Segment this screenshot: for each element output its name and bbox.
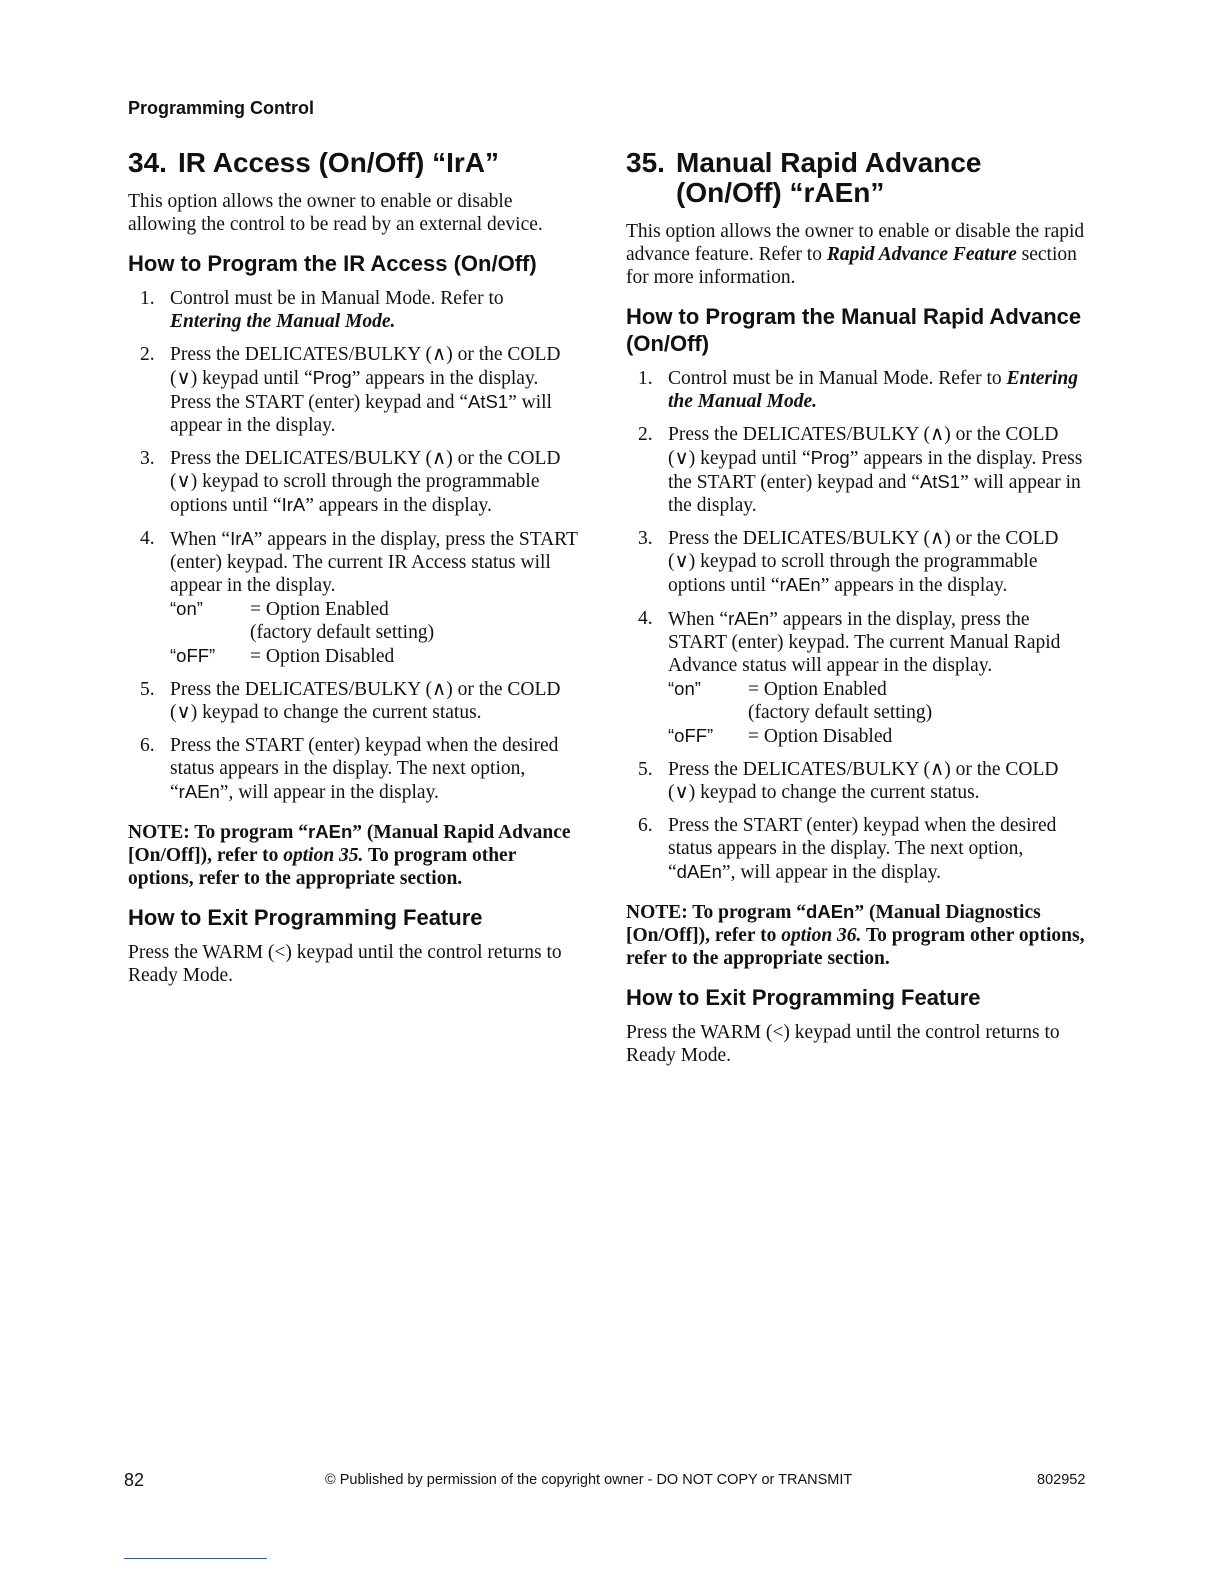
option-off: “oFF” = Option Disabled <box>668 725 893 747</box>
program-heading: How to Program the Manual Rapid Advance (On/Off) <box>626 304 1082 356</box>
step-6: 6. Press the START (enter) keypad when the desired status appears in the display. The next option, “rAEn”, will appear in the display. <box>140 735 559 803</box>
section-number: 34. <box>128 147 167 178</box>
section-34 <box>128 148 578 987</box>
step-6: 6. Press the START (enter) keypad when the desired status appears in the display. The next option, “dAEn”, will appear in the display. <box>638 815 1057 883</box>
exit-text: Press the WARM (<) keypad until the control returns to Ready Mode. <box>128 942 562 986</box>
manual-mode-reference: Entering the Manual Mode. <box>170 311 396 332</box>
steps-list <box>626 367 1086 884</box>
section-title-text: Manual Rapid Advance (On/Off) “rAEn” <box>676 147 982 208</box>
section-intro: This option allows the owner to enable or disable allowing the control to be read by an external device. <box>128 191 543 235</box>
step-1: 1. Control must be in Manual Mode. Refer to Entering the Manual Mode. <box>638 368 1079 412</box>
step-2: 2. Press the DELICATES/BULKY (∧) or the COLD (∨) keypad until “Prog” appears in the display. Press the START (enter) keypad and “AtS1” will appear in the display. <box>638 424 1083 516</box>
copyright-notice: © Published by permission of the copyright owner - DO NOT COPY or TRANSMIT <box>325 1472 853 1488</box>
section-title-text: IR Access (On/Off) “IrA” <box>178 147 500 178</box>
steps-list <box>128 287 578 804</box>
section-intro: This option allows the owner to enable or disable the rapid advance feature. Refer to Rapid Advance Feature section for more information. <box>626 221 1085 288</box>
option-on: “on” = Option Enabled (factory default setting) <box>668 678 933 723</box>
step-4: 4. When “rAEn” appears in the display, press the START (enter) keypad. The current Manual Rapid Advance status will appear in the display. “on” = Option Enabled (factory default setting) “oFF” = Option Disabled <box>626 607 1086 748</box>
exit-heading: How to Exit Programming Feature <box>128 905 483 930</box>
section-number: 35. <box>626 147 665 178</box>
option-on: “on” = Option Enabled (factory default setting) <box>170 598 435 643</box>
section-35 <box>626 148 1086 1067</box>
rapid-advance-reference: Rapid Advance Feature <box>826 244 1017 265</box>
note: NOTE: To program “rAEn” (Manual Rapid Advance [On/Off]), refer to option 35. To program other options, refer to the appropriate section. <box>128 821 571 889</box>
step-2: 2. Press the DELICATES/BULKY (∧) or the COLD (∨) keypad until “Prog” appears in the display. Press the START (enter) keypad and “AtS1” will appear in the display. <box>140 344 561 436</box>
footer-rule <box>124 1558 267 1559</box>
document-number: 802952 <box>1037 1472 1086 1488</box>
step-5: 5. Press the DELICATES/BULKY (∧) or the COLD (∨) keypad to change the current status. <box>638 759 1059 803</box>
page-header: Programming Control <box>128 98 315 118</box>
section-34-title <box>128 148 578 178</box>
step-3: 3. Press the DELICATES/BULKY (∧) or the COLD (∨) keypad to scroll through the programmable options until “rAEn” appears in the display. <box>638 528 1059 596</box>
program-heading: How to Program the IR Access (On/Off) <box>128 251 537 276</box>
exit-heading: How to Exit Programming Feature <box>626 985 981 1010</box>
step-3: 3. Press the DELICATES/BULKY (∧) or the COLD (∨) keypad to scroll through the programmable options until “IrA” appears in the display. <box>140 448 561 516</box>
section-35-title <box>626 148 1086 208</box>
step-1: 1. Control must be in Manual Mode. Refer to Entering the Manual Mode. <box>140 288 504 332</box>
step-4: 4. When “IrA” appears in the display, press the START (enter) keypad. The current IR Access status will appear in the display. “on” = Option Enabled (factory default setting) “oFF” = Option Disabled <box>140 528 578 667</box>
note: NOTE: To program “dAEn” (Manual Diagnostics [On/Off]), refer to option 36. To program other options, refer to the appropriate section. <box>626 901 1085 969</box>
step-5: 5. Press the DELICATES/BULKY (∧) or the COLD (∨) keypad to change the current status. <box>140 679 561 723</box>
option-off: “oFF” = Option Disabled <box>170 645 395 667</box>
manual-mode-reference: Entering the Manual Mode. <box>668 368 1079 412</box>
page-number: 82 <box>124 1470 145 1490</box>
exit-text: Press the WARM (<) keypad until the control returns to Ready Mode. <box>626 1022 1060 1066</box>
